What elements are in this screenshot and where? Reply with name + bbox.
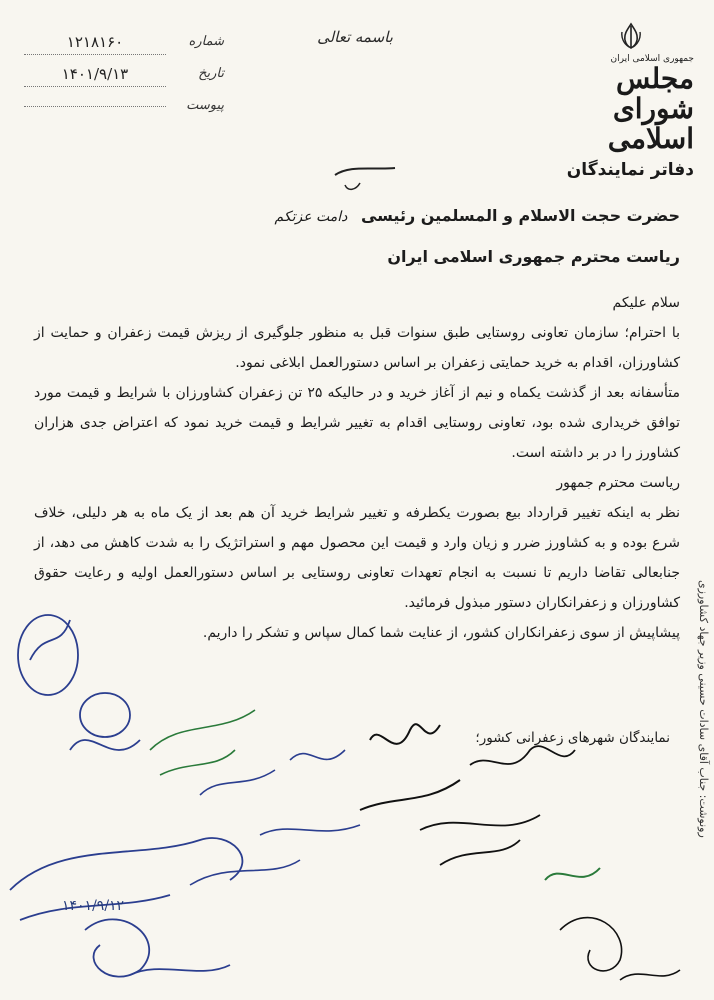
letter-body: [34, 206, 680, 648]
organization-block: [554, 54, 694, 180]
signature-11: [85, 919, 230, 976]
date-value: ۱۴۰۱/۹/۱۳: [24, 62, 166, 87]
signature-9: [420, 815, 540, 865]
paragraph-2: متأسفانه بعد از گذشت یکماه و نیم از آغاز خرید و در حالیکه ۲۵ تن زعفران کشاورزان با شرایط و قیمت مورد توافق خریداری شده بود، تعاونی روستایی اقدام به تغییر شرایط و قیمت خرید نمود که اعتراض جدی هزاران کشاورز را در بر داشته است.: [34, 385, 680, 461]
attachment-row: [24, 90, 224, 122]
motto: باسمه تعالی: [317, 28, 393, 46]
signatures-area: [0, 600, 714, 1000]
signature-1: [18, 615, 78, 695]
greeting: سلام علیکم: [612, 295, 680, 311]
signature-8: [190, 825, 360, 885]
signature-10: [545, 868, 600, 880]
attachment-value: [24, 106, 166, 107]
signature-4: [200, 750, 345, 795]
number-value: ۱۲۱۸۱۶۰: [24, 30, 166, 55]
addressee-handnote: دامت عزتکم: [274, 209, 348, 225]
signatories-title: نمایندگان شهرهای زعفرانی کشور؛: [475, 730, 670, 746]
paragraph-1: با احترام؛ سازمان تعاونی روستایی طبق سنوات قبل به منظور جلوگیری از ریزش قیمت زعفران و حمایت از کشاورزان، اقدام به خرید حمایتی زعفران بر اساس دستورالعمل ابلاغی نمود.: [34, 325, 680, 371]
signature-3: [150, 710, 255, 775]
handwritten-date: ۱۴۰۱/۹/۱۲: [62, 898, 125, 914]
addressee-name: حضرت حجت الاسلام و المسلمین رئیسی: [360, 206, 680, 225]
signature-7: [10, 838, 242, 920]
side-note: رونوشت: جناب آقای سادات حسینی وزیر جهاد کشاورزی: [697, 580, 710, 838]
addressee-line-1: [34, 206, 680, 225]
org-country: جمهوری اسلامی ایران: [610, 54, 694, 64]
signature-5: [360, 724, 460, 810]
number-row: [24, 26, 224, 58]
closing: پیشاپیش از سوی زعفرانکاران کشور، از عنایت شما کمال سپاس و تشکر را داریم.: [202, 625, 680, 641]
date-row: [24, 58, 224, 90]
addressee-line-2: ریاست محترم جمهوری اسلامی ایران: [387, 247, 680, 266]
handwritten-referral-mark: [330, 150, 400, 200]
org-sub: دفاتر نمایندگان: [566, 160, 694, 180]
org-name: مجلس شورای اسلامی: [607, 62, 694, 155]
date-label: تاریخ: [198, 66, 224, 81]
attachment-label: پیوست: [186, 98, 224, 113]
number-label: شماره: [188, 34, 224, 49]
paragraph-3: نظر به اینکه تغییر قرارداد بیع بصورت یکطرفه و تغییر شرایط خرید آن هم بعد از یک ماه به هر دلیلی، خلاف شرع بوده و به کشاورز ضرر و زیان وارد و قیمت این محصول مهم و استراتژیک را به شدت کاهش می دهد، از جنابعالی تقاضا داریم تا نسبت به انجام تعهدات تعاونی روستایی بر اساس دستورالعمل اولیه و رعایت حقوق کشاورزان و زعفرانکاران دستور مبذول فرمائید.: [34, 505, 680, 611]
iran-emblem-icon: [618, 22, 644, 50]
letter-metadata: [24, 26, 224, 122]
signature-2: [70, 693, 140, 750]
signature-6: [470, 746, 575, 765]
signature-12: [560, 918, 680, 980]
salutation-2: ریاست محترم جمهور: [556, 475, 680, 491]
